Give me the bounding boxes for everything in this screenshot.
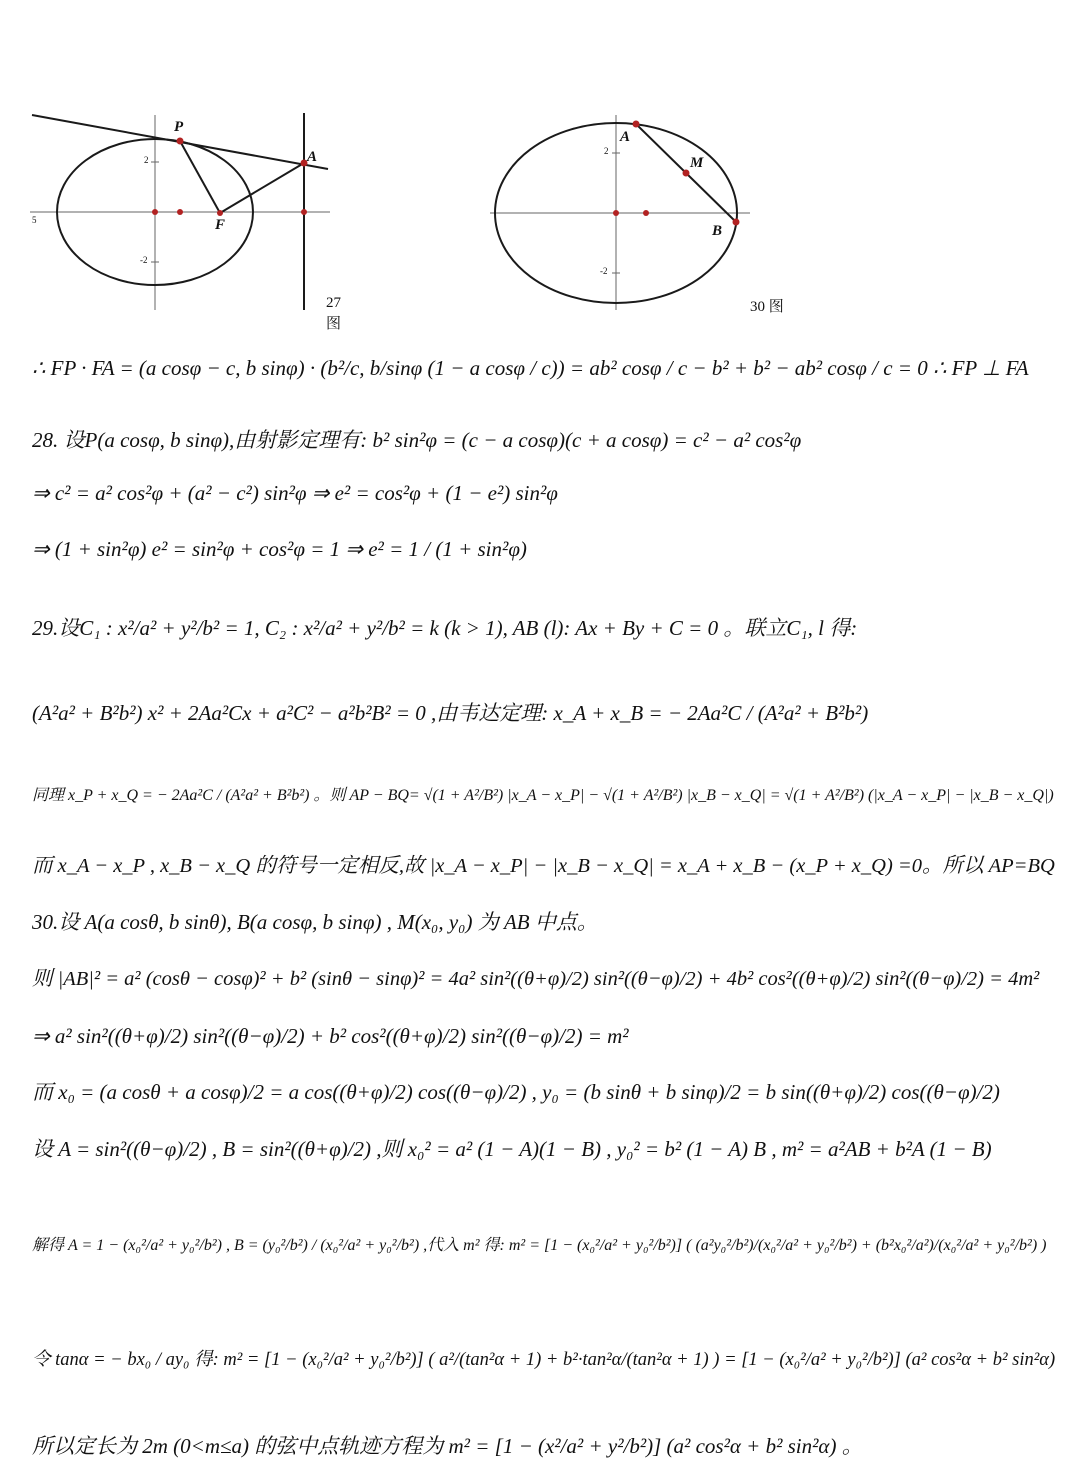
solution-30-line3: ⇒ a² sin²((θ+φ)/2) sin²((θ−φ)/2) + b² cos²((θ+φ)/2) sin²((θ−φ)/2) = m² <box>32 1024 629 1048</box>
point-label-a: A <box>307 149 318 165</box>
solution-30-line6: 解得 A = 1 − (x₀²/a² + y₀²/b²) , B = (y₀²/b²) / (x₀²/a² + y₀²/b²) ,代入 m² 得: m² = [1 − (x₀²/a² + y₀²/b²)] ( (a²y₀²/b²)/(x₀²/a² + y₀²/b²) + (b²x₀²/a²)/(x₀²/a² + y₀²/b²) ) <box>32 1237 1047 1254</box>
solution-30-line4: 而 x₀ = (a cosθ + a cosφ)/2 = a cos((θ+φ)/2) cos((θ−φ)/2) , y₀ = (b sinθ + b sinφ)/2 = b sin((θ+φ)/2) cos((θ−φ)/2) <box>32 1080 1000 1104</box>
solution-28-line1: 28. 设P(a cosφ, b sinφ),由射影定理有: b² sin²φ = (c − a cosφ)(c + a cosφ) = c² − a² cos²φ <box>32 428 802 452</box>
solution-30-line5: 设 A = sin²((θ−φ)/2) , B = sin²((θ+φ)/2) ,则 x₀² = a² (1 − A)(1 − B) , y₀² = b² (1 − A) B , m² = a²AB + b²A (1 − B) <box>32 1137 992 1161</box>
solution-28-line2: ⇒ c² = a² cos²φ + (a² − c²) sin²φ ⇒ e² = cos²φ + (1 − e²) sin²φ <box>32 481 558 505</box>
solution-28-line3: ⇒ (1 + sin²φ) e² = sin²φ + cos²φ = 1 ⇒ e² = 1 / (1 + sin²φ) <box>32 537 527 561</box>
tick-label-neg2: -2 <box>140 255 148 265</box>
point-label-f: F <box>215 217 226 233</box>
point-label-p: P <box>174 119 184 135</box>
solution-30-line7: 令 tanα = − bx₀ / ay₀ 得: m² = [1 − (x₀²/a² + y₀²/b²)] ( a²/(tan²α + 1) + b²·tan²α/(tan²α + 1) ) = [1 − (x₀²/a² + y₀²/b²)] (a² cos²α + b² sin²α) <box>32 1350 1056 1370</box>
figure-30-caption: 30 图 <box>750 299 784 315</box>
solution-29-line3: 同理 x_P + x_Q = − 2Aa²C / (A²a² + B²b²) 。则 AP − BQ= √(1 + A²/B²) |x_A − x_P| − √(1 + A²/B²) |x_B − x_Q| = √(1 + A²/B²) (|x_A − x_P| − |x_B − x_Q|) <box>32 787 1054 804</box>
point-label-a: A <box>620 129 631 145</box>
figure-27 <box>30 105 342 332</box>
figure-30 <box>480 105 800 315</box>
solution-27-conclusion: ∴ FP · FA = (a cosφ − c, b sinφ) · (b²/c, b/sinφ (1 − a cosφ / c)) = ab² cosφ / c − b² + b² − ab² cosφ / c = 0 ∴ FP ⊥ FA <box>32 356 1029 380</box>
tick-label-2: 2 <box>604 146 609 156</box>
solution-29-line2: (A²a² + B²b²) x² + 2Aa²Cx + a²C² − a²b²B² = 0 ,由韦达定理: x_A + x_B = − 2Aa²C / (A²a² + B²b²) <box>32 701 869 725</box>
figure-27-caption: 27 图 <box>326 295 342 332</box>
solution-29-line1: 29.设C₁ : x²/a² + y²/b² = 1, C₂ : x²/a² + y²/b² = k (k > 1), AB (l): Ax + By + C = 0 。联立C₁, l 得: <box>32 616 858 640</box>
solution-30-conclusion: 所以定长为 2m (0<m≤a) 的弦中点轨迹方程为 m² = [1 − (x²/a² + y²/b²)] (a² cos²α + b² sin²α) 。 <box>32 1434 863 1458</box>
solution-30-line2: 则 |AB|² = a² (cosθ − cosφ)² + b² (sinθ − sinφ)² = 4a² sin²((θ+φ)/2) sin²((θ−φ)/2) + 4b² cos²((θ+φ)/2) sin²((θ−φ)/2) = 4m² <box>32 968 1040 990</box>
point-label-m: M <box>690 155 704 171</box>
tick-label-5: 5 <box>32 215 37 225</box>
solution-30-line1: 30.设 A(a cosθ, b sinθ), B(a cosφ, b sinφ) , M(x₀, y₀) 为 AB 中点。 <box>32 910 598 934</box>
solution-29-line4: 而 x_A − x_P , x_B − x_Q 的符号一定相反,故 |x_A − x_P| − |x_B − x_Q| = x_A + x_B − (x_P + x_Q) =0。所以 AP=BQ <box>32 855 1055 877</box>
tick-label-neg2: -2 <box>600 266 608 276</box>
tick-label-2: 2 <box>144 155 149 165</box>
point-label-b: B <box>712 223 723 239</box>
